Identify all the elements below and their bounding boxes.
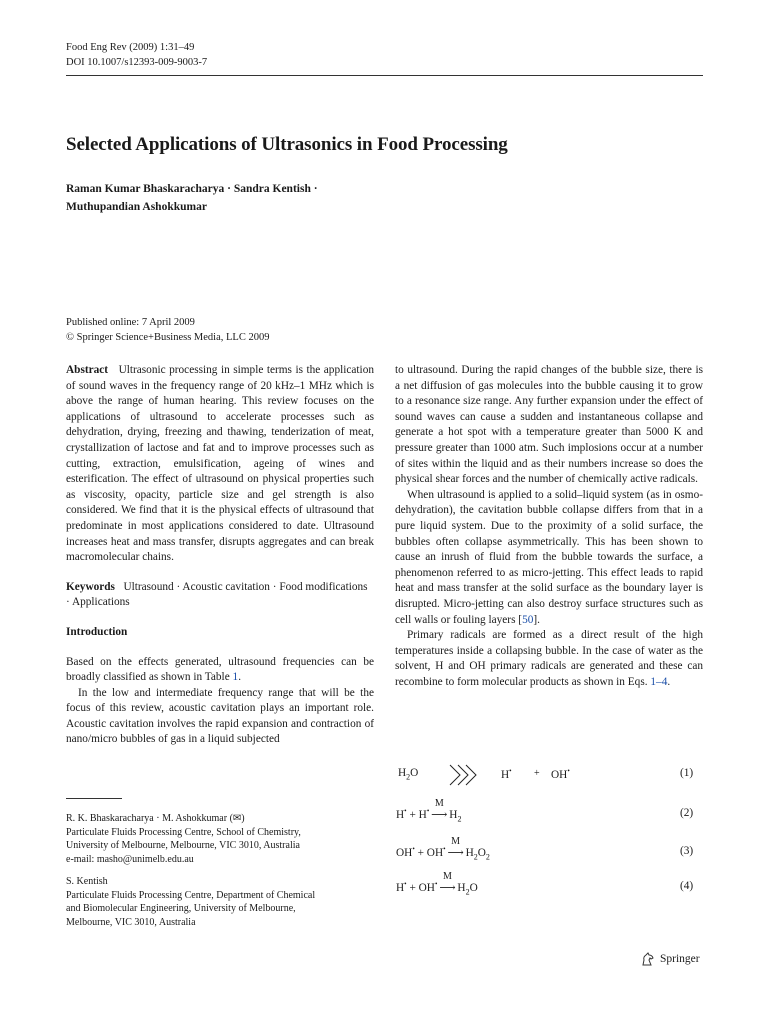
affiliation-1 [66,812,374,866]
equation-1 [398,767,678,787]
affiliation-2-dept-cont: and Biomolecular Engineering, University of Melbourne, [66,903,296,914]
affiliation-2-author: S. Kentish [66,876,108,887]
catalyst-arrow: M ⟶ [431,798,448,821]
intro-paragraph-1 [66,655,374,686]
header-rule [66,75,703,76]
intro-p1-text: Based on the effects generated, ultrasound frequencies can be broadly classified as shown in Table [66,655,374,684]
right-p3-end: . [667,675,671,688]
keywords-label: Keywords [66,580,115,593]
citation-link-50[interactable]: 50 [522,613,534,626]
eq1-product-1: H• [501,767,512,781]
catalyst-arrow: M ⟶ [447,836,464,859]
equation-3: OH• + OH• M ⟶ $H_2O_2$ [396,836,490,862]
affiliation-1-dept: Particulate Fluids Processing Centre, School of Chemistry, [66,826,301,838]
doi[interactable]: DOI 10.1007/s12393-009-9003-7 [66,57,208,68]
copyright: © Springer Science+Business Media, LLC 2009 [66,332,270,343]
intro-p1-end: . [238,671,242,684]
affiliation-2 [66,875,374,929]
springer-horse-icon [640,951,656,967]
publisher-name: Springer [660,953,700,965]
right-p2-text: When ultrasound is applied to a solid–liquid system (as in osmo-dehydration), the cavitation bubble collapse differs from that in a pure liquid system. Due to the proximity of a solid surface, the bubbles often collapse asymmetrically. This has been shown to cause an inrush of fluid from the bubble towards the surface, a phenomenon referred to as micro-jetting. This effect leads to rapid heat and mass transfer at the solid surface as the boundary layer is disrupted. Micro-jetting can also destroy surface structures such as cell walls or fouling layers [ [395,488,703,626]
abstract-text: Ultrasonic processing in simple terms is the application of sound waves in the frequency range of 20 kHz–1 MHz which is above the range of human hearing. This review focuses on the applications of ultrasound to accelerate processes such as dehydration, drying, freezing and thawing, tenderization of meat, crystallization of lactose and fat and to improve processes such as cutting, extraction, emulsification, ageing of wines and esterification. The effect of ultrasound on physical properties such as viscosity, opacity, particle size and gel strength is also considered. We find that it is the physical effects of ultrasound that predominate in most applications considered to date. Ultrasound increases heat and mass transfer, disrupts aggregates and can break macromolecular chains. [66,364,374,564]
keywords [66,580,374,611]
equation-2: H• + H• M ⟶ $H_2$ [396,798,462,824]
affiliation-1-authors: R. K. Bhaskaracharya · M. Ashokkumar (✉) [66,813,245,824]
equation-number-3: (3) [680,845,694,857]
left-column [66,363,374,748]
right-paragraph-1: to ultrasound. During the rapid changes of the bubble size, there is a net diffusion of gas molecules into the bubble causing it to grow to a resonance size range. Any further expansion under the effect of sound waves can cause a sudden and instantaneous collapse and generate a hot spot with a temperature greater than 5000 K and pressure greater than 1000 atm. Such implosions occur at a number of sites within the liquid and as their numbers increase so does the physical shear forces and the number of chemically active radicals. [395,364,703,486]
author-line-2: Muthupandian Ashokkumar [66,201,207,213]
equation-number-4: (4) [680,880,694,892]
keywords-text: Ultrasound · Acoustic cavitation · Food modifications · Applications [66,580,368,609]
equation-number-1: (1) [680,767,694,779]
abstract [66,363,374,566]
right-p2-end: ]. [533,613,540,626]
eq1-reactant: $H_2O$ [398,767,419,782]
ultrasound-waves-icon [446,763,490,787]
right-paragraph-3 [395,628,703,690]
equation-4: H• + OH• M ⟶ $H_2O$ [396,871,478,897]
affiliation-1-email[interactable]: e-mail: masho@unimelb.edu.au [66,853,194,865]
equation-number-2: (2) [680,807,694,819]
journal-header [66,40,207,70]
journal-citation: Food Eng Rev (2009) 1:31–49 [66,42,195,53]
right-paragraph-2 [395,488,703,628]
publisher-logo [640,951,700,967]
equation-ref-link[interactable]: 1–4 [650,675,668,688]
right-p3-text: Primary radicals are formed as a direct result of the high temperatures inside a collapsing bubble. In the case of water as the solvent, H and OH primary radicals are generated and these can recombine to form molecular products as shown in Eqs. [395,629,703,688]
author-line-1: Raman Kumar Bhaskaracharya · Sandra Kentish · [66,183,318,195]
eq1-product-2: OH• [551,767,570,781]
author-list [66,180,318,216]
footnote-rule [66,798,122,799]
right-column [395,363,703,690]
catalyst-arrow: M ⟶ [439,871,456,894]
paper-title: Selected Applications of Ultrasonics in Food Processing [66,134,508,155]
affiliation-2-dept: Particulate Fluids Processing Centre, Department of Chemical [66,889,316,901]
table-ref-link[interactable]: 1 [232,671,239,684]
publication-info [66,315,269,345]
introduction-heading: Introduction [66,625,128,638]
affiliation-2-address: Melbourne, VIC 3010, Australia [66,916,196,928]
affiliation-1-address: University of Melbourne, Melbourne, VIC 3010, Australia [66,840,300,851]
abstract-label: Abstract [66,364,109,376]
intro-paragraph-2: In the low and intermediate frequency range that will be the focus of this review, acoustic cavitation plays an important role. Acoustic cavitation involves the rapid expansion and contraction of nano/micro bubbles of gas in a liquid subjected [66,686,374,746]
published-date: Published online: 7 April 2009 [66,317,195,328]
eq1-plus: + [534,768,540,779]
